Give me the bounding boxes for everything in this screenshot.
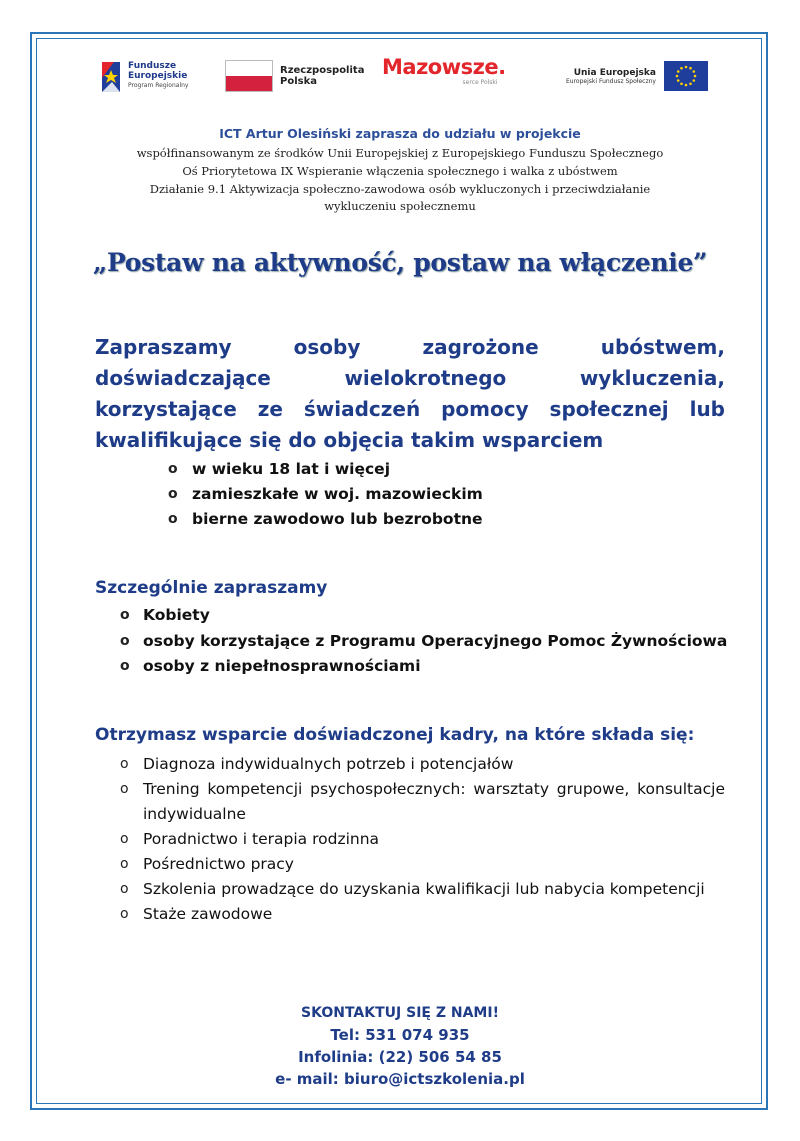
contact-title: SKONTAKTUJ SIĘ Z NAMI! bbox=[301, 1005, 499, 1021]
list-item: o Kobiety bbox=[120, 603, 730, 629]
eu-star bbox=[680, 67, 683, 70]
list-item: o Pośrednictwo pracy bbox=[120, 852, 725, 877]
contact-block bbox=[100, 1002, 700, 1090]
eu-star bbox=[692, 79, 695, 82]
intro-line-funding: współfinansowanym ze środków Unii Europejskiej z Europejskiego Funduszu Społecznego bbox=[136, 146, 664, 160]
fundusze-line2: Europejskie bbox=[128, 71, 188, 81]
list-item: o Trening kompetencji psychospołecznych: warsztaty grupowe, konsultacje indywidualne bbox=[120, 777, 725, 827]
logo-bar bbox=[100, 55, 720, 97]
contact-hotline: Infolinia: (22) 506 54 85 bbox=[298, 1048, 502, 1066]
list-item: o Diagnoza indywidualnych potrzeb i potencjałów bbox=[120, 752, 725, 777]
criteria-list bbox=[168, 457, 708, 532]
list-item: o bierne zawodowo lub bezrobotne bbox=[168, 507, 708, 532]
ue-line1: Unia Europejska bbox=[573, 67, 656, 78]
special-list bbox=[120, 603, 730, 680]
special-heading: Szczególnie zapraszamy bbox=[95, 578, 328, 598]
invite-paragraph: Zapraszamy osoby zagrożone ubóstwem, doświadczające wielokrotnego wykluczenia, korzystające ze świadczeń pomocy społecznej lub kwalifikujące się do objęcia takim wsparciem bbox=[95, 335, 725, 452]
bullet-circle-icon: o bbox=[120, 856, 129, 872]
list-item: o osoby z niepełnosprawnościami bbox=[120, 654, 730, 680]
bullet-circle-icon: o bbox=[120, 781, 129, 797]
intro-line-action: Działanie 9.1 Aktywizacja społeczno-zawodowa osób wykluczonych i przeciwdziałanie wykluczeniu społecznemu bbox=[149, 182, 651, 213]
logo-rzeczpospolita bbox=[225, 55, 364, 97]
list-item: o w wieku 18 lat i więcej bbox=[168, 457, 708, 482]
logo-unia-europejska bbox=[566, 55, 708, 97]
eu-star bbox=[692, 70, 695, 73]
logo-fundusze-europejskie bbox=[100, 55, 188, 97]
list-item: o osoby korzystające z Programu Operacyjnego Pomoc Żywnościowa bbox=[120, 629, 730, 655]
eu-star bbox=[677, 70, 680, 73]
fundusze-star-icon bbox=[100, 58, 122, 94]
bullet-circle-icon: o bbox=[120, 831, 129, 847]
main-title: „Postaw na aktywność, postaw na włączenie” bbox=[92, 248, 708, 277]
bullet-circle-icon: o bbox=[120, 607, 130, 623]
logo-mazowsze bbox=[382, 55, 506, 97]
list-item: o zamieszkałe w woj. mazowieckim bbox=[168, 482, 708, 507]
eu-star bbox=[676, 75, 679, 78]
bullet-circle-icon: o bbox=[120, 756, 129, 772]
mazowsze-tagline: serce Polski bbox=[462, 79, 498, 86]
support-list bbox=[120, 752, 725, 927]
intro-line-priority: Oś Priorytetowa IX Wspieranie włączenia społecznego i walka z ubóstwem bbox=[182, 164, 618, 178]
contact-phone: Tel: 531 074 935 bbox=[330, 1026, 470, 1044]
eu-star bbox=[689, 67, 692, 70]
eu-flag-icon bbox=[664, 61, 708, 91]
bullet-circle-icon: o bbox=[120, 658, 130, 674]
list-item: o Szkolenia prowadzące do uzyskania kwalifikacji lub nabycia kompetencji bbox=[120, 877, 725, 902]
contact-email: e- mail: biuro@ictszkolenia.pl bbox=[275, 1070, 525, 1088]
bullet-circle-icon: o bbox=[120, 906, 129, 922]
bullet-circle-icon: o bbox=[168, 511, 178, 527]
eu-star bbox=[677, 79, 680, 82]
bullet-circle-icon: o bbox=[168, 486, 178, 502]
mazowsze-wordmark: Mazowsze. bbox=[382, 55, 506, 79]
list-item: o Staże zawodowe bbox=[120, 902, 725, 927]
list-item: o Poradnictwo i terapia rodzinna bbox=[120, 827, 725, 852]
rp-line1: Rzeczpospolita bbox=[280, 65, 365, 76]
ue-line2: Europejski Fundusz Społeczny bbox=[566, 77, 656, 85]
polish-flag-icon bbox=[225, 60, 273, 92]
eu-star bbox=[685, 66, 688, 69]
bullet-circle-icon: o bbox=[120, 632, 130, 649]
fundusze-line3: Program Regionalny bbox=[128, 82, 189, 89]
support-heading: Otrzymasz wsparcie doświadczonej kadry, na które składa się: bbox=[95, 725, 695, 745]
eu-star bbox=[689, 82, 692, 85]
intro-title: ICT Artur Olesiński zaprasza do udziału w projekcie bbox=[219, 126, 581, 141]
eu-star bbox=[680, 82, 683, 85]
rp-line2: Polska bbox=[280, 76, 317, 87]
fundusze-line1: Fundusze bbox=[128, 61, 177, 71]
bullet-circle-icon: o bbox=[120, 881, 129, 897]
eu-star bbox=[694, 75, 697, 78]
bullet-circle-icon: o bbox=[168, 461, 178, 477]
eu-star bbox=[685, 84, 688, 87]
